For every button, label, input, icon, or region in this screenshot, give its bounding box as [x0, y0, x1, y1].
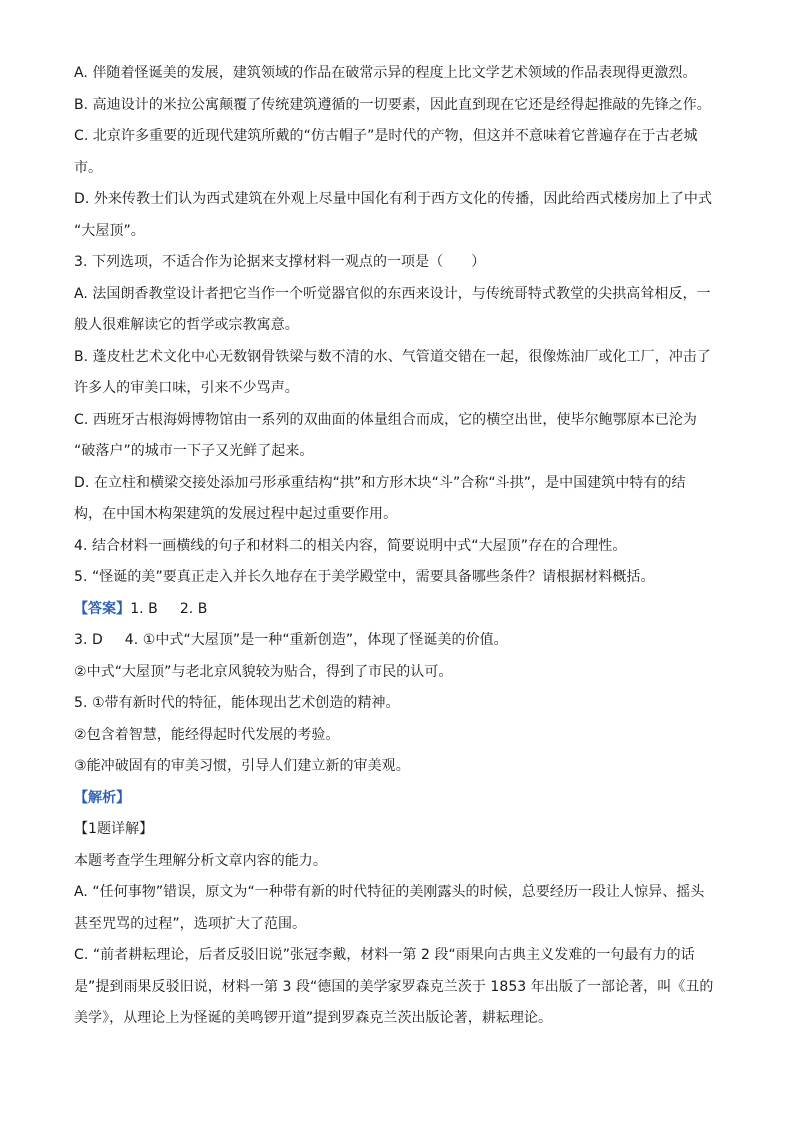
answer-5-point-3: ③能冲破固有的审美习惯，引导人们建立新的审美观。 — [74, 758, 410, 774]
q3-option-d-line1: D. 在立柱和横梁交接处添加弓形承重结构“拱”和方形木块“斗”合称“斗拱”，是中国建筑中特有的结 — [74, 474, 686, 491]
q1-detail-heading: 【1题详解】 — [74, 821, 154, 837]
analysis-c-line2: 是”提到雨果反驳旧说，材料一第 3 段“德国的美学家罗森克兰茨于 1853 年出版了一部论著，叫《丑的 — [74, 978, 714, 995]
q3-option-c-line2: “破落户”的城市一下子又光鲜了起来。 — [74, 443, 314, 459]
answer-4-point-2: ②中式“大屋顶”与老北京风貌较为贴合，得到了市民的认可。 — [74, 663, 453, 680]
q3-option-b-line1: B. 蓬皮杜艺术文化中心无数钢骨铁梁与数不清的水、气管道交错在一起，很像炼油厂或化工厂，冲击了 — [74, 348, 711, 365]
q5-stem: 5. “怪诞的美”要真正走入并长久地存在于美学殿堂中，需要具备哪些条件？请根据材料概括。 — [74, 569, 655, 585]
analysis-heading — [74, 783, 724, 815]
analysis-a-line2: 甚至咒骂的过程”，选项扩大了范围。 — [74, 915, 307, 932]
answer-row-2 — [74, 625, 724, 657]
q2-option-d-line1: D. 外来传教士们认为西式建筑在外观上尽量中国化有利于西方文化的传播，因此给西式楼房加上了中式 — [74, 191, 713, 207]
q2-option-c-line1: C. 北京许多重要的近现代建筑所戴的“仿古帽子”是时代的产物，但这并不意味着它普遍存在于古老城 — [74, 128, 698, 144]
answer-label: 【答案】 — [74, 600, 131, 617]
q3-option-a-line1: A. 法国朗香教堂设计者把它当作一个听觉器官似的东西来设计，与传统哥特式教堂的尖拱高耸相反，一 — [74, 285, 711, 302]
answer-5-point-2: ②包含着智慧，能经得起时代发展的考验。 — [74, 726, 340, 743]
q2-option-b: B. 高迪设计的米拉公寓颠覆了传统建筑遵循的一切要素，因此直到现在它还是经得起推敲的先锋之作。 — [74, 96, 711, 113]
answer-5-point-1: 5. ①带有新时代的特征，能体现出艺术创造的精神。 — [74, 695, 400, 711]
answer-4: 4. ①中式“大屋顶”是一种“重新创造”，体现了怪诞美的价值。 — [124, 632, 508, 648]
answer-3: 3. D — [74, 632, 103, 648]
answer-2: 2. B — [179, 600, 208, 617]
q2-option-c-line2: 市。 — [74, 159, 103, 176]
analysis-a-line1: A. “任何事物”错误，原文为“一种带有新的时代特征的美刚露头的时候，总要经历一段让人惊异、摇头 — [74, 884, 705, 900]
answer-1: 1. B — [130, 600, 158, 617]
q3-stem: 3. 下列选项，不适合作为论据来支撑材料一观点的一项是（ ） — [74, 254, 486, 270]
analysis-c-line3: 美学》，从理论上为怪诞的美鸣锣开道”提到罗森克兰茨出版论著，耕耘理论。 — [74, 1010, 553, 1026]
analysis-label: 【解析】 — [74, 789, 131, 806]
q3-option-d-line2: 构，在中国木构架建筑的发展过程中起过重要作用。 — [74, 506, 398, 522]
q2-option-d-line2: “大屋顶”。 — [74, 222, 145, 239]
q2-option-a: A. 伴随着怪诞美的发展，建筑领域的作品在破常示异的程度上比文学艺术领域的作品表现得更激烈。 — [74, 65, 697, 81]
answer-row-1 — [74, 594, 724, 626]
q3-option-c-line1: C. 西班牙古根海姆博物馆由一系列的双曲面的体量组合而成，它的横空出世，使毕尔鲍鄂原本已沦为 — [74, 411, 697, 428]
q3-option-a-line2: 般人很难解读它的哲学或宗教寓意。 — [74, 317, 299, 333]
analysis-intro: 本题考查学生理解分析文章内容的能力。 — [74, 852, 327, 869]
q3-option-b-line2: 许多人的审美口味，引来不少骂声。 — [74, 380, 299, 396]
analysis-c-line1: C. “前者耕耘理论，后者反驳旧说”张冠李戴，材料一第 2 段“雨果向古典主义发难的一句最有力的话 — [74, 947, 695, 963]
document-page — [74, 58, 724, 1035]
q4-stem: 4. 结合材料一画横线的句子和材料二的相关内容，简要说明中式“大屋顶”存在的合理性。 — [74, 537, 627, 554]
